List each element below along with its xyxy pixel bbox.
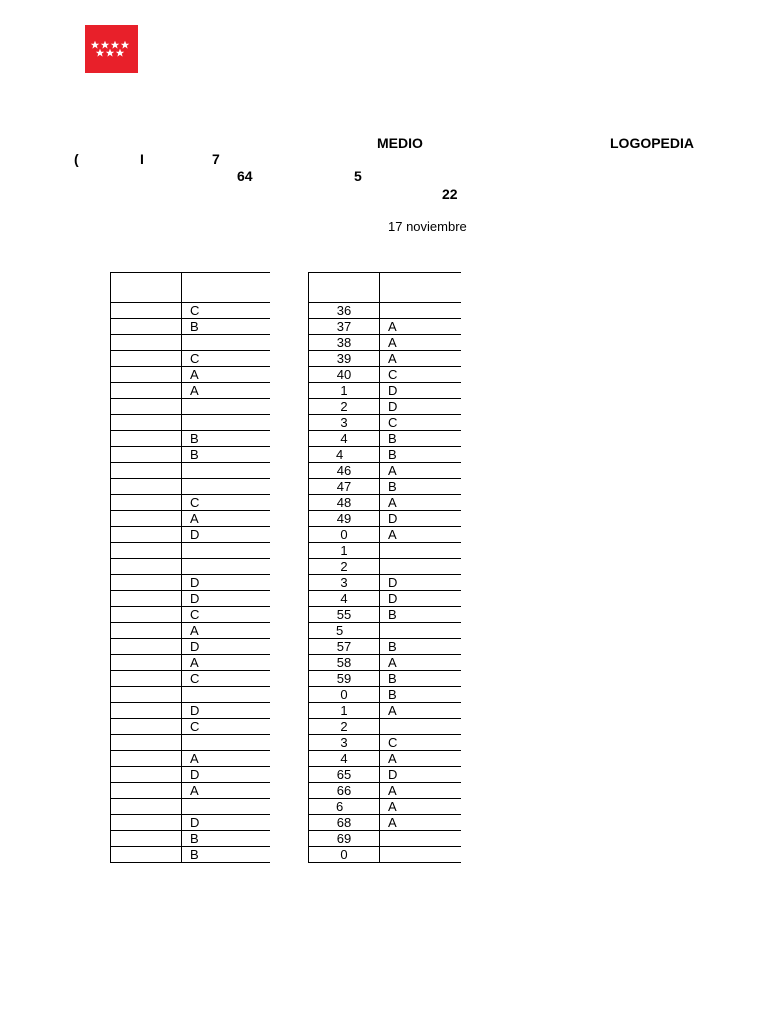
table-row [111,655,271,671]
answer-cell [182,463,271,479]
question-number-cell: 66 [309,783,380,799]
question-number-cell: 3 [309,415,380,431]
answer-cell [380,543,462,559]
answer-cell: A [380,655,462,671]
answer-cell: B [182,847,271,863]
answer-cell: A [380,335,462,351]
table-header-row [111,273,271,303]
question-number-cell [111,799,182,815]
answer-cell: A [380,815,462,831]
table-row [111,591,271,607]
question-number-cell [111,351,182,367]
answer-cell: D [182,767,271,783]
header-number-7: 7 [212,151,220,167]
answer-cell: D [182,815,271,831]
table-row [309,799,462,815]
question-number-cell [111,847,182,863]
answer-cell: A [380,799,462,815]
question-number-cell [111,335,182,351]
table-row [111,351,271,367]
question-number-cell: 3 [309,735,380,751]
question-number-cell [111,607,182,623]
answer-cell: A [182,655,271,671]
answer-cell: D [380,767,462,783]
question-number-cell: 55 [309,607,380,623]
table-row [309,847,462,863]
question-number-cell: 2 [309,719,380,735]
answer-cell: C [182,351,271,367]
answer-cell [182,543,271,559]
table-row [111,559,271,575]
header-cell-answer [380,273,462,303]
question-number-cell [111,831,182,847]
answer-cell: D [182,527,271,543]
question-number-cell: 6 [309,799,380,815]
answer-cell [182,399,271,415]
answer-cell [182,479,271,495]
question-number-cell: 40 [309,367,380,383]
table-row [111,383,271,399]
answer-cell: A [380,319,462,335]
answer-cell: A [182,751,271,767]
table-row [111,479,271,495]
question-number-cell: 65 [309,767,380,783]
table-row [111,719,271,735]
question-number-cell [111,591,182,607]
table-row [309,735,462,751]
table-row [309,399,462,415]
table-row [309,319,462,335]
question-number-cell [111,383,182,399]
question-number-cell [111,655,182,671]
answer-cell: A [182,783,271,799]
question-number-cell: 69 [309,831,380,847]
table-row [309,687,462,703]
answer-cell: A [380,351,462,367]
answer-cell: D [182,703,271,719]
answer-cell [182,735,271,751]
table-row [309,831,462,847]
question-number-cell [111,527,182,543]
table-row [309,623,462,639]
answer-cell: D [380,591,462,607]
table-row [111,783,271,799]
question-number-cell: 48 [309,495,380,511]
answer-cell: D [182,639,271,655]
question-number-cell [111,303,182,319]
header-number-22: 22 [442,186,458,202]
answer-cell: B [182,447,271,463]
answer-cell: C [182,495,271,511]
answer-cell: B [380,607,462,623]
question-number-cell: 49 [309,511,380,527]
date-text: 17 noviembre [388,219,467,234]
answer-cell: A [182,367,271,383]
table-row [111,415,271,431]
answer-cell: A [380,527,462,543]
answer-table-right [308,272,461,863]
table-row [111,815,271,831]
table-row [309,559,462,575]
table-row [309,527,462,543]
question-number-cell: 0 [309,527,380,543]
table-row [309,383,462,399]
answer-cell: B [380,671,462,687]
table-row [309,463,462,479]
table-row [111,527,271,543]
question-number-cell [111,495,182,511]
answer-cell: C [182,607,271,623]
answer-cell: D [380,383,462,399]
answer-cell: C [182,303,271,319]
question-number-cell [111,735,182,751]
table-row [309,575,462,591]
answer-cell: B [182,431,271,447]
answer-cell: A [380,751,462,767]
question-number-cell: 47 [309,479,380,495]
answer-cell: B [182,319,271,335]
answer-cell: C [380,735,462,751]
table-row [309,703,462,719]
question-number-cell: 4 [309,751,380,767]
table-row [111,671,271,687]
table-row [309,751,462,767]
answer-cell: B [182,831,271,847]
answer-cell: D [182,591,271,607]
question-number-cell [111,671,182,687]
question-number-cell [111,431,182,447]
answer-cell: D [380,399,462,415]
answer-cell: D [380,511,462,527]
answer-table-left [110,272,270,863]
question-number-cell [111,511,182,527]
answer-cell: A [380,463,462,479]
question-number-cell: 58 [309,655,380,671]
question-number-cell: 68 [309,815,380,831]
answer-cell: B [380,431,462,447]
answer-cell: B [380,639,462,655]
header-letter-i: I [140,151,144,167]
header-number-64: 64 [237,168,253,184]
table-row [111,447,271,463]
table-row [309,415,462,431]
header-cell-number [309,273,380,303]
table-row [309,303,462,319]
table-row [309,543,462,559]
question-number-cell: 39 [309,351,380,367]
table-row [111,495,271,511]
question-number-cell: 2 [309,399,380,415]
table-row [111,575,271,591]
answer-cell [380,623,462,639]
table-row [309,495,462,511]
question-number-cell: 4 [309,431,380,447]
answer-cell: B [380,447,462,463]
question-number-cell [111,415,182,431]
answer-cell [380,559,462,575]
table-row [111,319,271,335]
question-number-cell [111,575,182,591]
table-row [111,767,271,783]
question-number-cell: 5 [309,623,380,639]
question-number-cell [111,319,182,335]
question-number-cell: 46 [309,463,380,479]
table-row [309,655,462,671]
question-number-cell [111,463,182,479]
question-number-cell [111,623,182,639]
table-row [111,335,271,351]
answer-cell [182,415,271,431]
question-number-cell [111,767,182,783]
table-row [111,431,271,447]
answer-cell: A [380,783,462,799]
table-row [111,735,271,751]
answer-cell: D [182,575,271,591]
question-number-cell: 37 [309,319,380,335]
answer-cell: A [380,495,462,511]
header-paren: ( [74,151,79,167]
question-number-cell: 38 [309,335,380,351]
answer-cell: A [182,511,271,527]
table-row [111,607,271,623]
table-row [309,591,462,607]
question-number-cell [111,479,182,495]
table-row [309,335,462,351]
table-row [309,607,462,623]
table-row [111,831,271,847]
header-word-logopedia: LOGOPEDIA [610,135,695,151]
question-number-cell [111,559,182,575]
question-number-cell [111,687,182,703]
answer-cell [380,847,462,863]
question-number-cell [111,399,182,415]
header-cell-number [111,273,182,303]
table-row [309,767,462,783]
table-row [111,543,271,559]
table-row [309,639,462,655]
answer-cell [182,799,271,815]
answer-cell: C [182,719,271,735]
table-row [309,447,462,463]
question-number-cell [111,447,182,463]
question-number-cell: 4 [309,591,380,607]
answer-cell [182,335,271,351]
answer-cell [380,831,462,847]
table-row [111,751,271,767]
table-header-row [309,273,462,303]
question-number-cell: 2 [309,559,380,575]
answer-cell: D [380,575,462,591]
answer-cell [380,303,462,319]
table-row [111,399,271,415]
question-number-cell [111,703,182,719]
table-row [111,623,271,639]
question-number-cell [111,783,182,799]
question-number-cell: 3 [309,575,380,591]
answer-cell: A [182,383,271,399]
header-number-5: 5 [354,168,362,184]
answer-cell [380,719,462,735]
answer-cell: C [380,415,462,431]
table-row [309,431,462,447]
table-row [309,511,462,527]
table-row [111,367,271,383]
table-row [309,351,462,367]
question-number-cell: 1 [309,383,380,399]
table-row [111,303,271,319]
question-number-cell: 1 [309,543,380,559]
table-row [111,639,271,655]
question-number-cell [111,639,182,655]
question-number-cell: 59 [309,671,380,687]
answer-cell: B [380,479,462,495]
answer-cell: C [380,367,462,383]
table-row [309,671,462,687]
answer-cell [182,687,271,703]
table-row [111,799,271,815]
question-number-cell: 4 [309,447,380,463]
question-number-cell: 1 [309,703,380,719]
header-word-medio: MEDIO [377,135,423,151]
question-number-cell [111,719,182,735]
question-number-cell [111,751,182,767]
table-row [111,703,271,719]
answer-cell: B [380,687,462,703]
table-row [309,479,462,495]
answer-cell [182,559,271,575]
question-number-cell: 57 [309,639,380,655]
question-number-cell [111,815,182,831]
answer-cell: C [182,671,271,687]
table-row [111,511,271,527]
question-number-cell: 36 [309,303,380,319]
table-row [111,687,271,703]
question-number-cell: 0 [309,847,380,863]
question-number-cell [111,367,182,383]
answer-cell: A [182,623,271,639]
table-row [309,783,462,799]
table-row [111,463,271,479]
table-row [309,367,462,383]
header-cell-answer [182,273,271,303]
answer-cell: A [380,703,462,719]
question-number-cell: 0 [309,687,380,703]
question-number-cell [111,543,182,559]
table-row [111,847,271,863]
seven-stars-flag-icon [85,25,138,73]
table-row [309,719,462,735]
table-row [309,815,462,831]
